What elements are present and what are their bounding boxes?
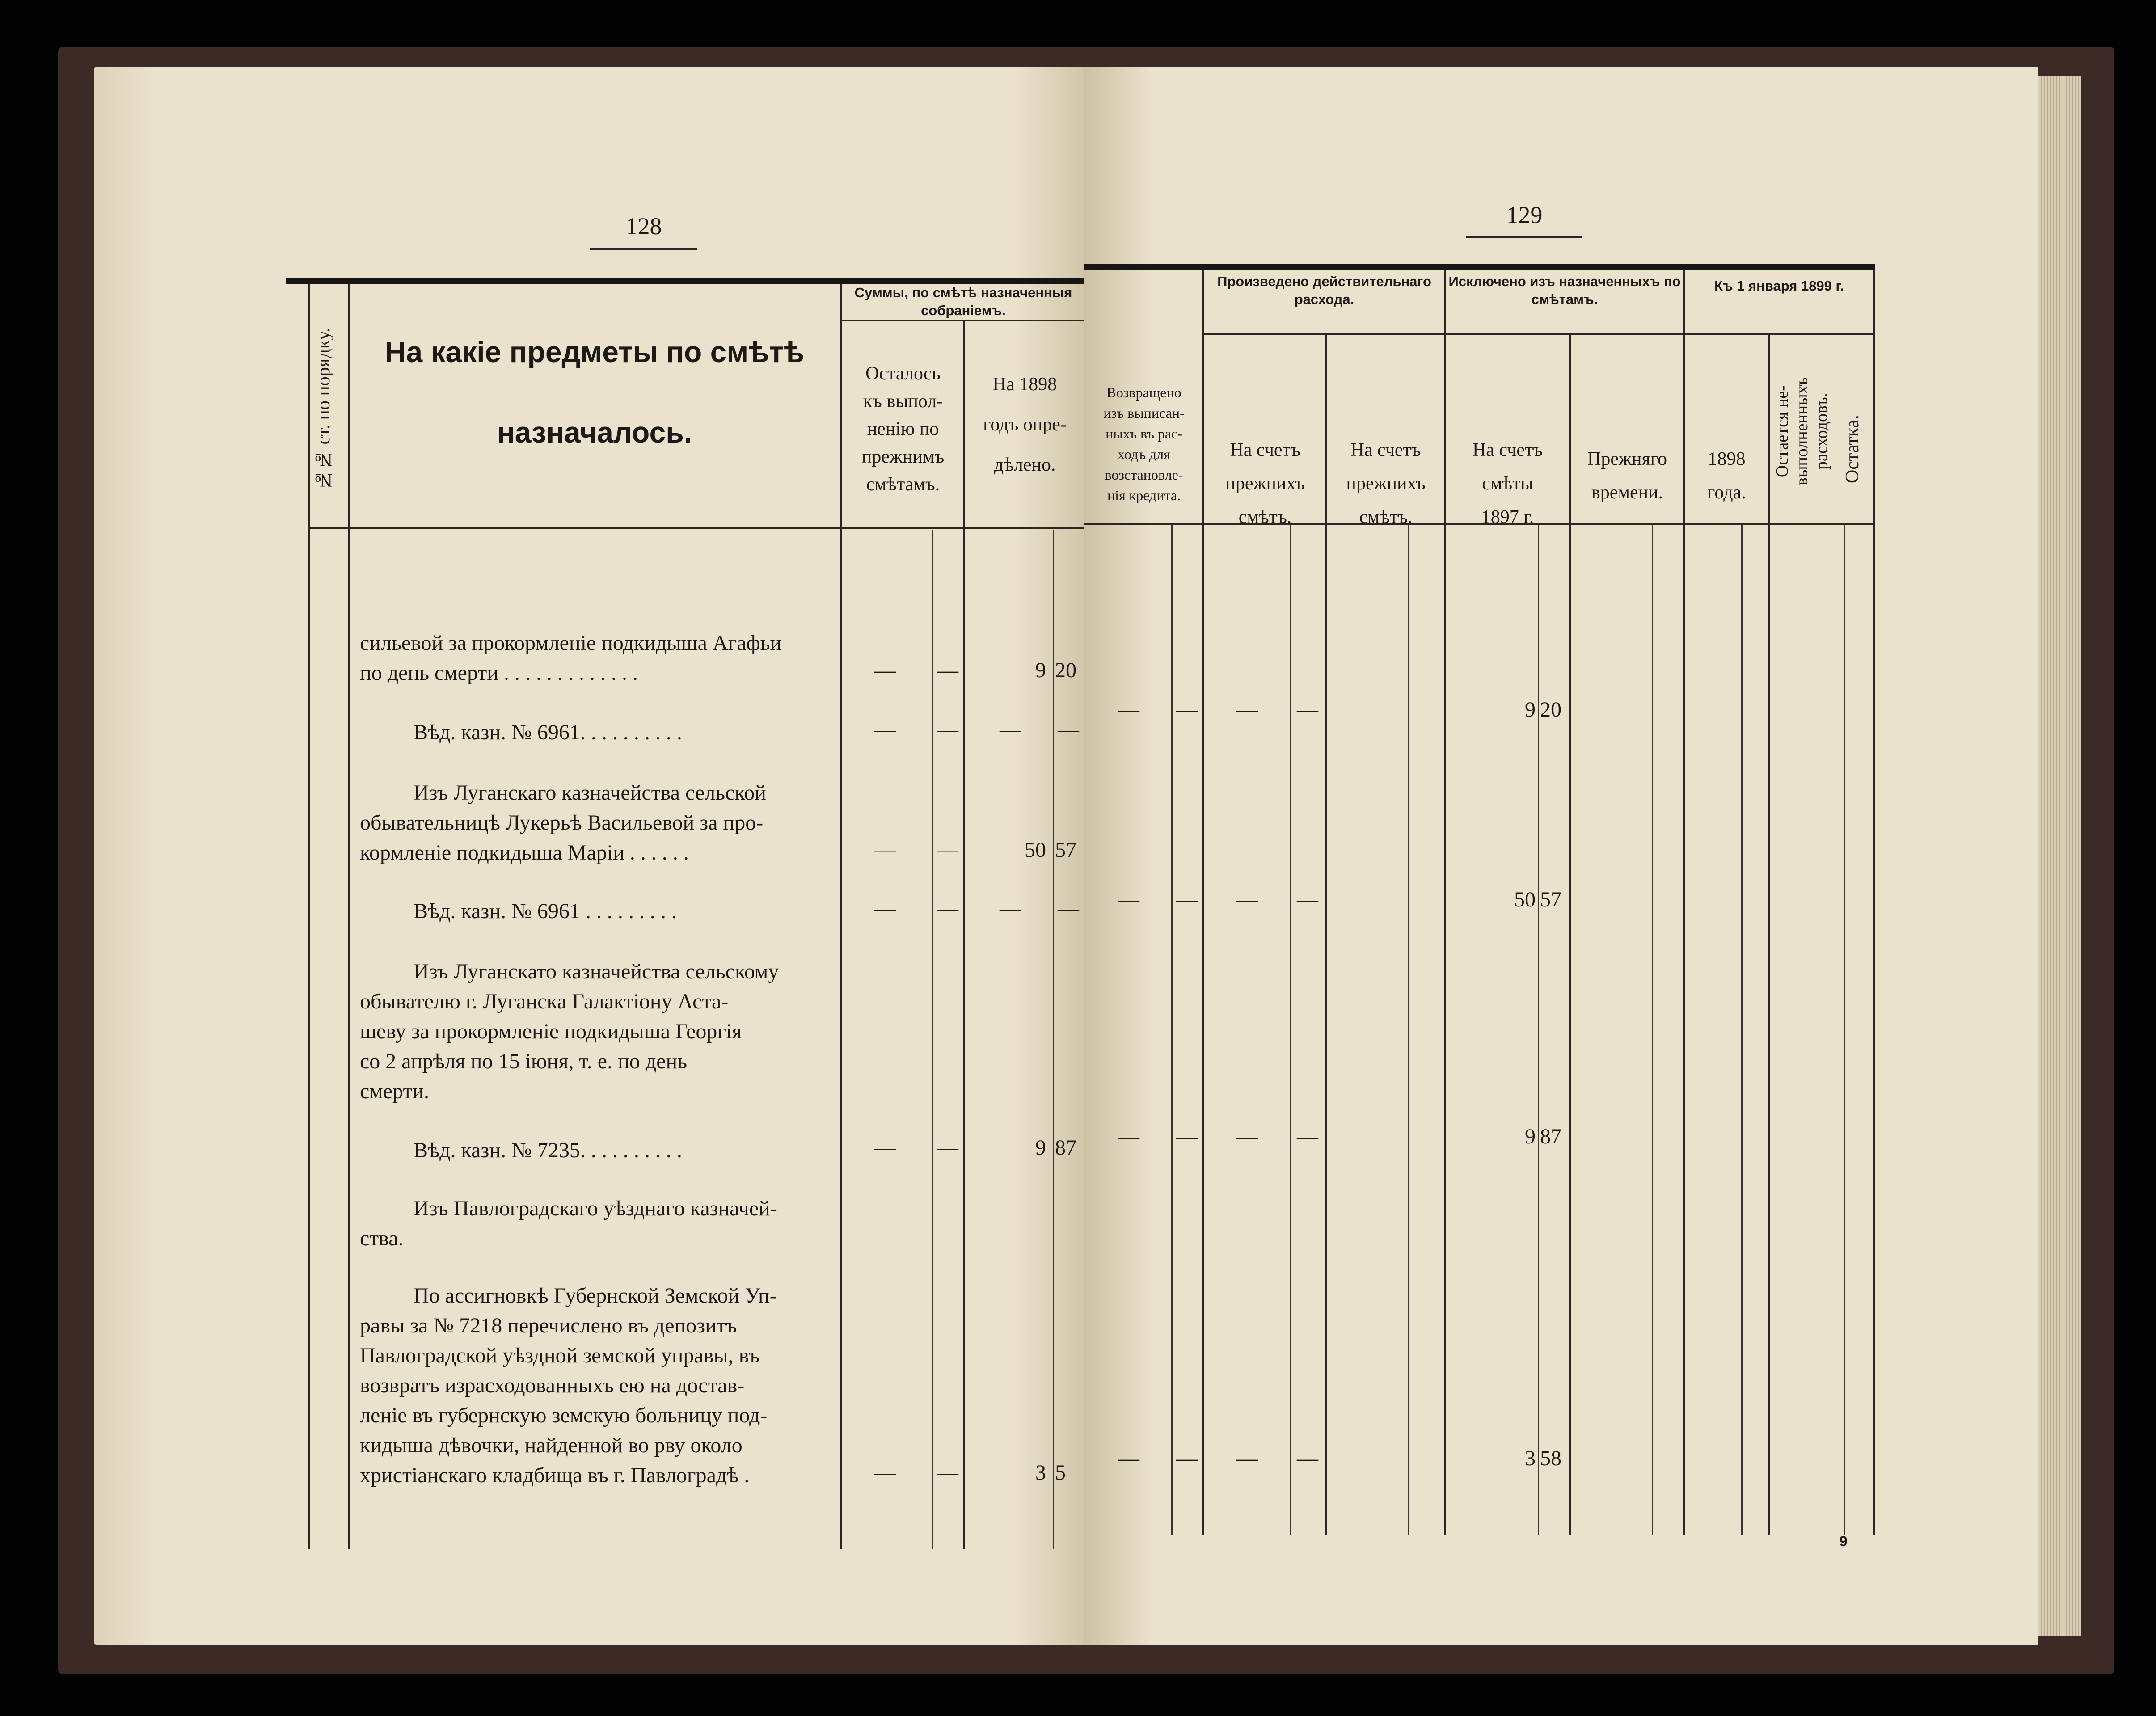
dash: —: [1297, 888, 1318, 911]
dash: —: [937, 897, 958, 920]
header-prev-estimates: На счетъ прежнихъ смѣтъ.: [1346, 440, 1426, 527]
entry-3: Изъ Луганскаго казначейства сельской обывательницѣ Лукерьѣ Васильевой за про- кормленіе подкидыша Маріи . . . . . .: [360, 781, 766, 864]
dash: —: [937, 1136, 958, 1159]
right-page: [1084, 67, 2038, 1645]
dash: —: [874, 658, 896, 682]
col-line: [1444, 270, 1446, 1535]
dash: —: [874, 838, 896, 862]
header-group-sums: Суммы, по смѣтѣ назначенныя собраніемъ.: [854, 285, 1072, 318]
dash: —: [937, 1461, 958, 1484]
col-line: [308, 284, 310, 1549]
dash: —: [937, 658, 958, 682]
col-line: [1768, 333, 1770, 1535]
dash: —: [874, 897, 896, 920]
table-top-rule: [1084, 264, 1875, 270]
dash: —: [1236, 1446, 1258, 1470]
dash: —: [1176, 698, 1198, 721]
right-page-number: 129: [1506, 202, 1543, 228]
dash: —: [1118, 888, 1139, 911]
col-line: [1171, 525, 1173, 1535]
col-line: [1325, 333, 1327, 1535]
amount: 9: [1035, 658, 1046, 682]
amount: 50: [1514, 888, 1536, 911]
header-remaining: Осталось къ выпол- ненію по прежнимъ смѣтамъ.: [861, 363, 945, 495]
col-line: [1873, 270, 1875, 1535]
entry-7: Изъ Павлоградскаго уѣзднаго казначей- ства.: [360, 1197, 777, 1250]
dash: —: [1297, 1125, 1318, 1148]
dash: —: [874, 1136, 896, 1159]
col-line: [1683, 270, 1685, 1535]
group-header-rule: [840, 320, 1084, 321]
header-subject-line1: На какіе предметы по смѣтѣ: [384, 335, 805, 368]
kopecks: 20: [1055, 658, 1076, 682]
dash: —: [1000, 718, 1021, 742]
kopecks: 20: [1540, 698, 1561, 721]
header-1898: На 1898 годъ опре- дѣлено.: [983, 374, 1067, 475]
kopecks: 57: [1540, 888, 1561, 911]
entry-2: Вѣд. казн. № 6961. . . . . . . . . .: [413, 721, 682, 744]
left-page: [94, 67, 1084, 1645]
dash: —: [1118, 698, 1139, 721]
amount: 50: [1025, 838, 1046, 862]
dash: —: [1176, 1125, 1198, 1148]
header-group-actual: Произведено действительнаго расхода.: [1217, 274, 1431, 307]
col-line: [348, 284, 350, 1549]
kopecks: 57: [1055, 838, 1076, 862]
dash: —: [1176, 888, 1198, 911]
dash: —: [1000, 897, 1021, 920]
header-group-excluded: Исключено изъ назначенныхъ по смѣтамъ.: [1448, 274, 1681, 307]
header-1898-year: 1898 года.: [1707, 449, 1746, 503]
page-edges: [2038, 76, 2081, 1636]
col-line: [840, 284, 842, 1549]
col-line: [1844, 525, 1845, 1535]
col-line: [963, 320, 965, 1549]
col-line: [1741, 525, 1743, 1535]
col-line: [1202, 270, 1204, 1535]
header-balance: Остатка.: [1842, 415, 1863, 484]
dash: —: [1236, 1125, 1258, 1148]
header-prev-time: Прежняго времени.: [1587, 449, 1667, 503]
dash: —: [874, 1461, 896, 1484]
col-line: [1569, 333, 1571, 1535]
col-line: [1408, 525, 1409, 1535]
page-number-rule: [1466, 236, 1582, 238]
header-unfulfilled: Остается не-выполненныхъ расходовъ.: [1773, 377, 1831, 485]
signature-mark: 9: [1840, 1533, 1848, 1549]
col-line: [932, 530, 933, 1549]
amount: 3: [1525, 1446, 1536, 1470]
amount: 9: [1525, 1125, 1536, 1148]
dash: —: [1058, 897, 1079, 920]
col-line: [1538, 525, 1539, 1535]
kopecks: 58: [1540, 1446, 1561, 1470]
header-group-jan-1899: Къ 1 января 1899 г.: [1714, 278, 1844, 294]
entry-1: сильевой за прокормленіе подкидыша Агафьи по день смерти . . . . . . . . . . . . .: [360, 631, 782, 685]
kopecks: 87: [1540, 1125, 1561, 1148]
entry-5: Изъ Луганскато казначейства сельскому обывателю г. Луганска Галактіону Аста- шеву за прокормленіе подкидыша Георгія со 2 апрѣля по 15 іюня, т. е. по день смерти.: [360, 960, 779, 1103]
kopecks: 5: [1055, 1461, 1066, 1484]
dash: —: [1118, 1125, 1139, 1148]
amount: 9: [1525, 698, 1536, 721]
dash: —: [937, 718, 958, 742]
page-number-rule: [590, 248, 697, 250]
amount: 3: [1035, 1461, 1046, 1484]
dash: —: [1176, 1446, 1198, 1470]
entry-6: Вѣд. казн. № 7235. . . . . . . . . .: [413, 1138, 682, 1162]
group-header-rule: [1202, 333, 1873, 335]
table-top-rule: [286, 278, 1084, 284]
col-line: [1652, 525, 1653, 1535]
header-row-number: №№ ст. по порядку.: [313, 328, 334, 490]
dash: —: [1297, 1446, 1318, 1470]
header-bottom-rule: [308, 527, 1084, 529]
header-subject-line2: назначалось.: [497, 416, 692, 449]
dash: —: [1297, 698, 1318, 721]
dash: —: [1058, 718, 1079, 742]
col-line: [1053, 530, 1054, 1549]
left-page-number: 128: [625, 213, 662, 240]
header-1897: На счетъ смѣты 1897 г.: [1472, 440, 1543, 527]
dash: —: [1236, 698, 1258, 721]
dash: —: [937, 838, 958, 862]
col-line: [1290, 525, 1291, 1535]
header-returned: Возвращено изъ выписан- ныхъ въ рас- ходъ для возстановле- нія кредита.: [1103, 384, 1185, 503]
entry-4: Вѣд. казн. № 6961 . . . . . . . . .: [413, 899, 677, 923]
dash: —: [874, 718, 896, 742]
dash: —: [1118, 1446, 1139, 1470]
dash: —: [1236, 888, 1258, 911]
amount: 9: [1035, 1136, 1046, 1159]
header-prev-estimates-left: На счетъ прежнихъ смѣтъ.: [1225, 440, 1305, 527]
entry-8: По ассигновкѣ Губернской Земской Уп- равы за № 7218 перечислено въ депозитъ Павлоградской уѣздной земской управы, въ возвратъ израсходованныхъ ею на достав- леніе въ губернскую земскую больницу под- кидыша дѣвочки, найденной во рву около христіанскаго кладбища въ г. Павлоградѣ .: [360, 1284, 777, 1487]
kopecks: 87: [1055, 1136, 1076, 1159]
